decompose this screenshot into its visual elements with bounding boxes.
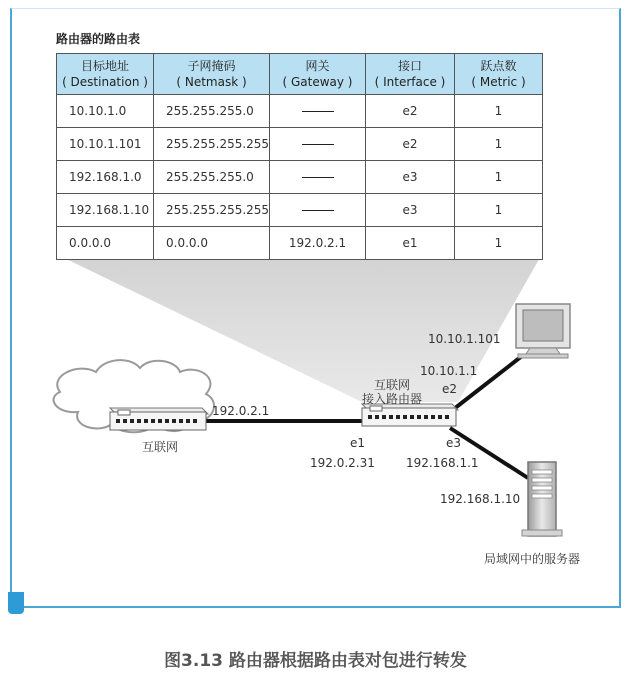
cell-netmask: 255.255.255.255	[154, 194, 270, 227]
e2-ip: 10.10.1.1	[420, 364, 478, 378]
routing-table-title: 路由器的路由表	[56, 32, 141, 46]
pc-ip: 10.10.1.101	[428, 332, 501, 346]
internet-label: 互联网	[142, 440, 179, 454]
computer-icon	[516, 304, 570, 358]
cell-netmask: 255.255.255.0	[154, 161, 270, 194]
header-metric: 跃点数 ( Metric )	[455, 54, 543, 95]
link-e3	[450, 428, 528, 478]
empty-dash	[302, 177, 334, 178]
e3-ip: 192.168.1.1	[406, 456, 479, 470]
cell-destination: 10.10.1.101	[57, 128, 154, 161]
e1-label: e1	[350, 436, 366, 450]
empty-dash	[302, 111, 334, 112]
cell-destination: 192.168.1.0	[57, 161, 154, 194]
cell-gateway	[270, 161, 366, 194]
table-row	[57, 194, 543, 227]
access-router-label-line2: 接入路由器	[362, 392, 423, 406]
cell-metric: 1	[455, 194, 543, 227]
table-row	[57, 95, 543, 128]
table-row	[57, 227, 543, 260]
cell-netmask: 255.255.255.0	[154, 95, 270, 128]
e1-ip: 192.0.2.31	[310, 456, 375, 470]
cell-gateway: 192.0.2.1	[270, 227, 366, 260]
server-label: 局域网中的服务器	[484, 552, 581, 566]
e3-label: e3	[446, 436, 462, 450]
access-router-label-line1: 互联网	[374, 378, 411, 392]
cell-metric: 1	[455, 227, 543, 260]
empty-dash	[302, 144, 334, 145]
table-row	[57, 161, 543, 194]
routing-table	[56, 53, 543, 260]
cell-interface: e3	[366, 161, 455, 194]
server-icon	[522, 462, 562, 536]
server-ip: 192.168.1.10	[440, 492, 521, 506]
cell-netmask: 0.0.0.0	[154, 227, 270, 260]
cell-gateway	[270, 128, 366, 161]
empty-dash	[302, 210, 334, 211]
cell-interface: e2	[366, 128, 455, 161]
cell-destination: 0.0.0.0	[57, 227, 154, 260]
header-netmask: 子网掩码 ( Netmask )	[154, 54, 270, 95]
cell-destination: 192.168.1.10	[57, 194, 154, 227]
table-row	[57, 128, 543, 161]
header-destination: 目标地址 ( Destination )	[57, 54, 154, 95]
cell-destination: 10.10.1.0	[57, 95, 154, 128]
access-router-icon	[362, 404, 458, 426]
internet-router-ip: 192.0.2.1	[212, 404, 270, 418]
cell-interface: e3	[366, 194, 455, 227]
table-header-row	[57, 54, 543, 95]
cell-gateway	[270, 194, 366, 227]
cell-metric: 1	[455, 161, 543, 194]
cell-interface: e1	[366, 227, 455, 260]
header-gateway: 网关 ( Gateway )	[270, 54, 366, 95]
cell-interface: e2	[366, 95, 455, 128]
cell-metric: 1	[455, 95, 543, 128]
cell-netmask: 255.255.255.255	[154, 128, 270, 161]
e2-label: e2	[442, 382, 458, 396]
cell-gateway	[270, 95, 366, 128]
header-interface: 接口 ( Interface )	[366, 54, 455, 95]
figure-caption: 图3.13 路由器根据路由表对包进行转发	[164, 651, 467, 671]
internet-router-icon	[110, 408, 208, 430]
cell-metric: 1	[455, 128, 543, 161]
